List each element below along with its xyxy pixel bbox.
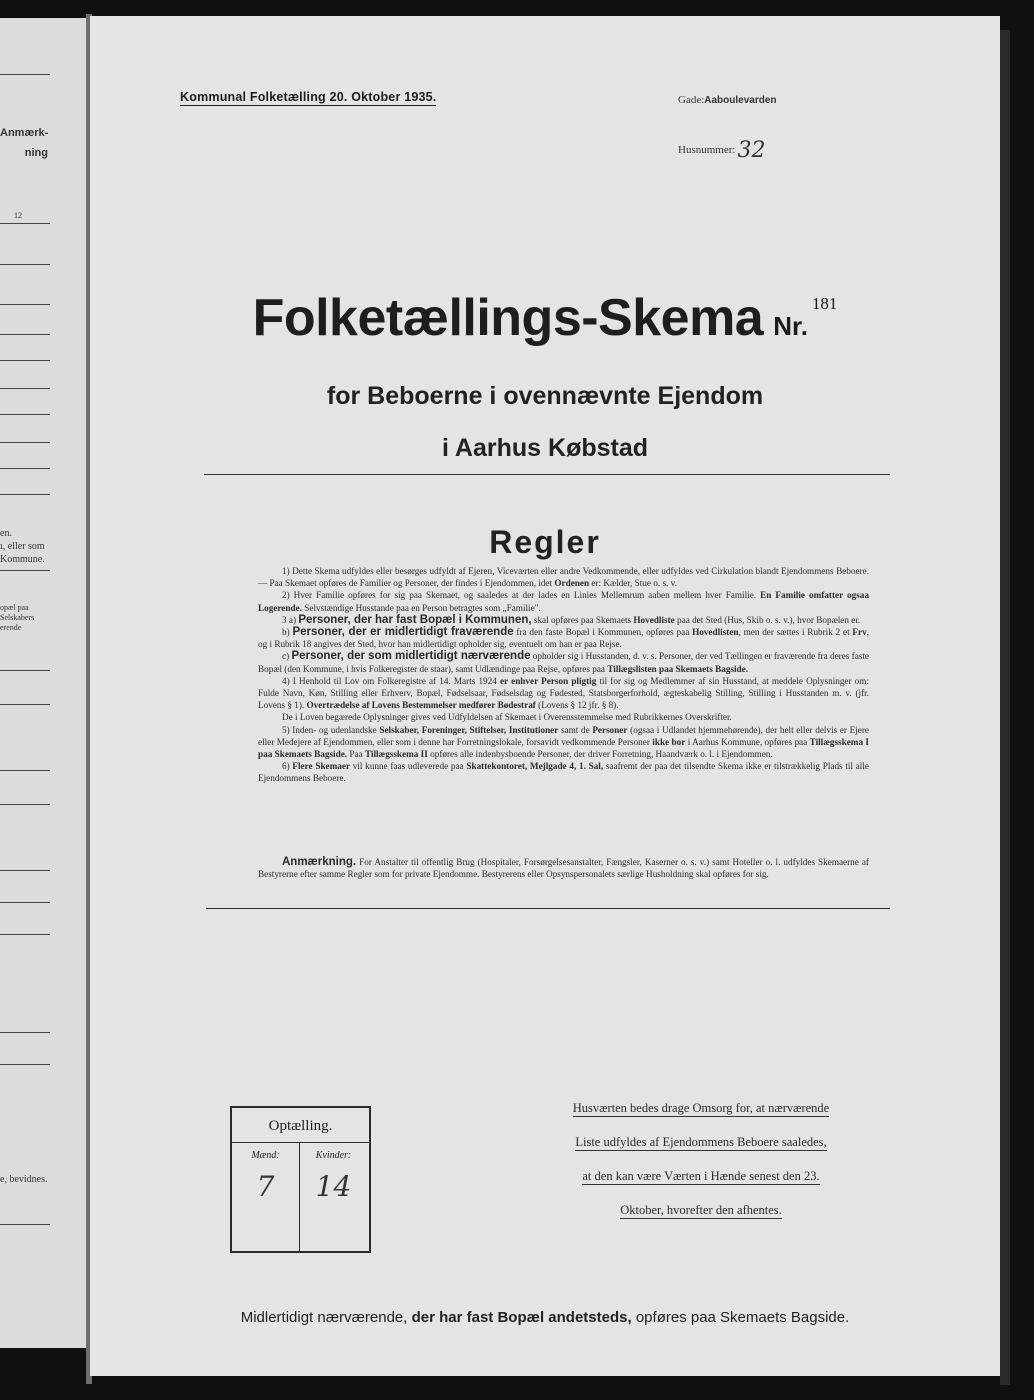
left-page-header-bottom: ning [24,147,48,159]
optaelling-title: Optælling. [232,1108,369,1143]
regler-heading: Regler [489,524,601,560]
rule-3c: c) Personer, der som midlertidigt nærværende opholder sig i Husstanden, d. v. s. Personer, der ved Tællingen er fraværende fra deres faste Bopæl (den Kommune, i hvis Folkeregister de staar), samt Udlændinge paa Rejse, opføres paa Tillægslisten paa Skemaets Bagside. [258,650,870,674]
rule-5: 5) Inden- og udenlandske Selskaber, Foreninger, Stiftelser, Institutioner samt de Personer (ogsaa i Udlandet hjemmehørende), der helt eller delvis er Ejere eller Medejere af Ejendommen, eller som i denne har Forretningslokale, forsavidt vedkommende Personer ikke bor i Aarhus Kommune, opføres paa Tillægsskema I paa Skemaets Bagside. Paa Tillægsskema II opføres alle indenbysboende Personer, der driver Forretning, Haandværk o. l. i Ejendommen. [258,724,870,760]
gade-field [678,94,777,106]
form-number-value: 181 [811,294,838,313]
left-page-rule [0,223,50,224]
gade-label: Gade: [678,94,705,106]
left-page-rule [0,670,50,671]
divider-bottom [206,908,890,909]
left-page-column-number: 12 [14,211,22,220]
left-page-rule [0,334,50,335]
left-page-fragment-text: e, bevidnes. [0,1174,48,1185]
husnummer-value: 32 [737,138,766,163]
kvinder-value: 14 [315,1170,352,1203]
left-page-fragment-text: en. [0,528,12,539]
kvinder-label: Kvinder: [315,1150,352,1161]
left-page-rule [0,704,50,705]
rule-4: 4) I Henhold til Lov om Folkeregistre af 14. Marts 1924 er enhver Person pligtig til for sig og Medlemmer af sin Husstand, at meddele Oplysninger om: Fulde Navn, Køn, Stilling eller Erhverv, Bopæl, Fødselsaar, Fødselsdag og Fødested, Statsborgerforhold, ægteskabelig Stilling, Stilling i Husstanden m. v. (jfr. Lovens § 1). Overtrædelse af Lovens Bestemmelser medfører Bødestraf (Lovens § 12 jfr. § 8). [258,675,870,711]
maend-label: Mænd: [251,1150,280,1161]
left-page-rule [0,494,50,495]
footer-note: Midlertidigt nærværende, der har fast Bopæl andetsteds, opføres paa Skemaets Bagside. [240,1309,850,1326]
left-page-rule [0,770,50,771]
left-page-rule [0,1064,50,1065]
left-page-rule [0,870,50,871]
left-page-rule [0,414,50,415]
left-page-header-top: Anmærk- [0,127,49,139]
rule-3b: b) Personer, der er midlertidigt fraværende fra den faste Bopæl i Kommunen, opføres paa Hovedlisten, men der sættes i Rubrik 2 et Frv, og i Rubrik 18 angives det Sted, hvor han midlertidigt opholder sig, eventuelt om han er paa Rejse. [258,626,870,650]
rule-1: 1) Dette Skema udfyldes eller besørges udfyldt af Ejeren, Viceværten eller andre Vedkommende, eller udfyldes ved Cirkulation blandt Ejendommens Beboere. — Paa Skemaet opføres de Familier og Personer, der findes i Ejendommen, idet Ordenen er: Kælder, Stue o. s. v. [258,566,869,589]
anmaerkning-text: For Anstalter til offentlig Brug (Hospitaler, Forsørgelsesanstalter, Fængsler, Kaserner o. s. v.) samt Hoteller o. l. udfyldes Skemaerne af Bestyrerne efter samme Regler som for private Ejendomme. Bestyrerens eller Opsynspersonalets særlige Husholdning skal opføres for sig. [258,857,869,880]
left-page-fragment [0,18,86,1348]
form-subtitle-2: i Aarhus Købstad [441,434,649,462]
left-page-rule [0,264,50,265]
page-right-edge [1000,30,1010,1385]
rule-4-note: De i Loven begærede Oplysninger gives ved Udfyldelsen af Skemaet i Overensstemmelse med Rubrikkernes Overskrifter. [282,712,732,723]
left-page-rule [0,1224,50,1225]
left-page-rule [0,902,50,903]
left-page-rule [0,388,50,389]
census-form-page [90,16,1000,1376]
left-page-fragment-text: Selskabers [0,613,35,622]
note-line: at den kan være Værten i Hænde senest den 23. [582,1169,820,1183]
left-page-rule [0,1032,50,1033]
optaelling-box [230,1106,371,1253]
anmaerkning [258,856,869,880]
left-page-fragment-text: opæl paa [0,603,29,612]
rule-3a: 3 a) Personer, der har fast Bopæl i Kommunen, skal opføres paa Skemaets Hovedliste paa det Sted (Hus, Skib o. s. v.), hvor Bopælen er. [282,613,861,626]
note-line: Liste udfyldes af Ejendommens Beboere saaledes, [575,1135,827,1149]
husnummer-label: Husnummer: [678,144,736,156]
divider-top [204,474,890,475]
note-line: Husværten bedes drage Omsorg for, at nærværende [572,1101,830,1115]
husnummer-field [678,134,766,163]
anmaerkning-label: Anmærkning. [282,856,357,868]
left-page-rule [0,570,50,571]
left-page-rule [0,360,50,361]
left-page-rule [0,304,50,305]
left-page-rule [0,934,50,935]
maend-value: 7 [256,1170,275,1203]
note-line: Oktober, hvorefter den afhentes. [620,1203,782,1217]
left-page-rule [0,804,50,805]
form-title [90,288,1000,348]
census-line: Kommunal Folketælling 20. Oktober 1935. [180,90,437,104]
left-page-fragment-text: Kommune. [0,554,45,565]
form-subtitle-1: for Beboerne i ovennævnte Ejendom [326,382,764,410]
left-page-rule [0,74,50,75]
rule-2: 2) Hver Familie opføres for sig paa Skemaet, og saaledes at der lades en Linies Mellemrum aaben mellem hver Familie. En Familie omfatter ogsaa Logerende. Selvstændige Husstande paa en Person betragtes som „Familie". [258,590,869,613]
left-page-fragment-text: erende [0,623,22,632]
rule-6: 6) Flere Skemaer vil kunne faas udleverede paa Skattekontoret, Mejlgade 4, 1. Sal, saafremt der paa det tilsendte Skema ikke er tilstrækkelig Plads til alle Ejendommens Beboere. [258,761,869,784]
form-number-label: Nr. [773,311,808,341]
form-title-main: Folketællings-Skema [252,289,764,347]
gade-value: Aaboulevarden [704,95,777,106]
regler-text [258,565,869,785]
left-page-fragment-text: ı, eller som [0,541,45,552]
left-page-rule [0,468,50,469]
left-page-rule [0,442,50,443]
